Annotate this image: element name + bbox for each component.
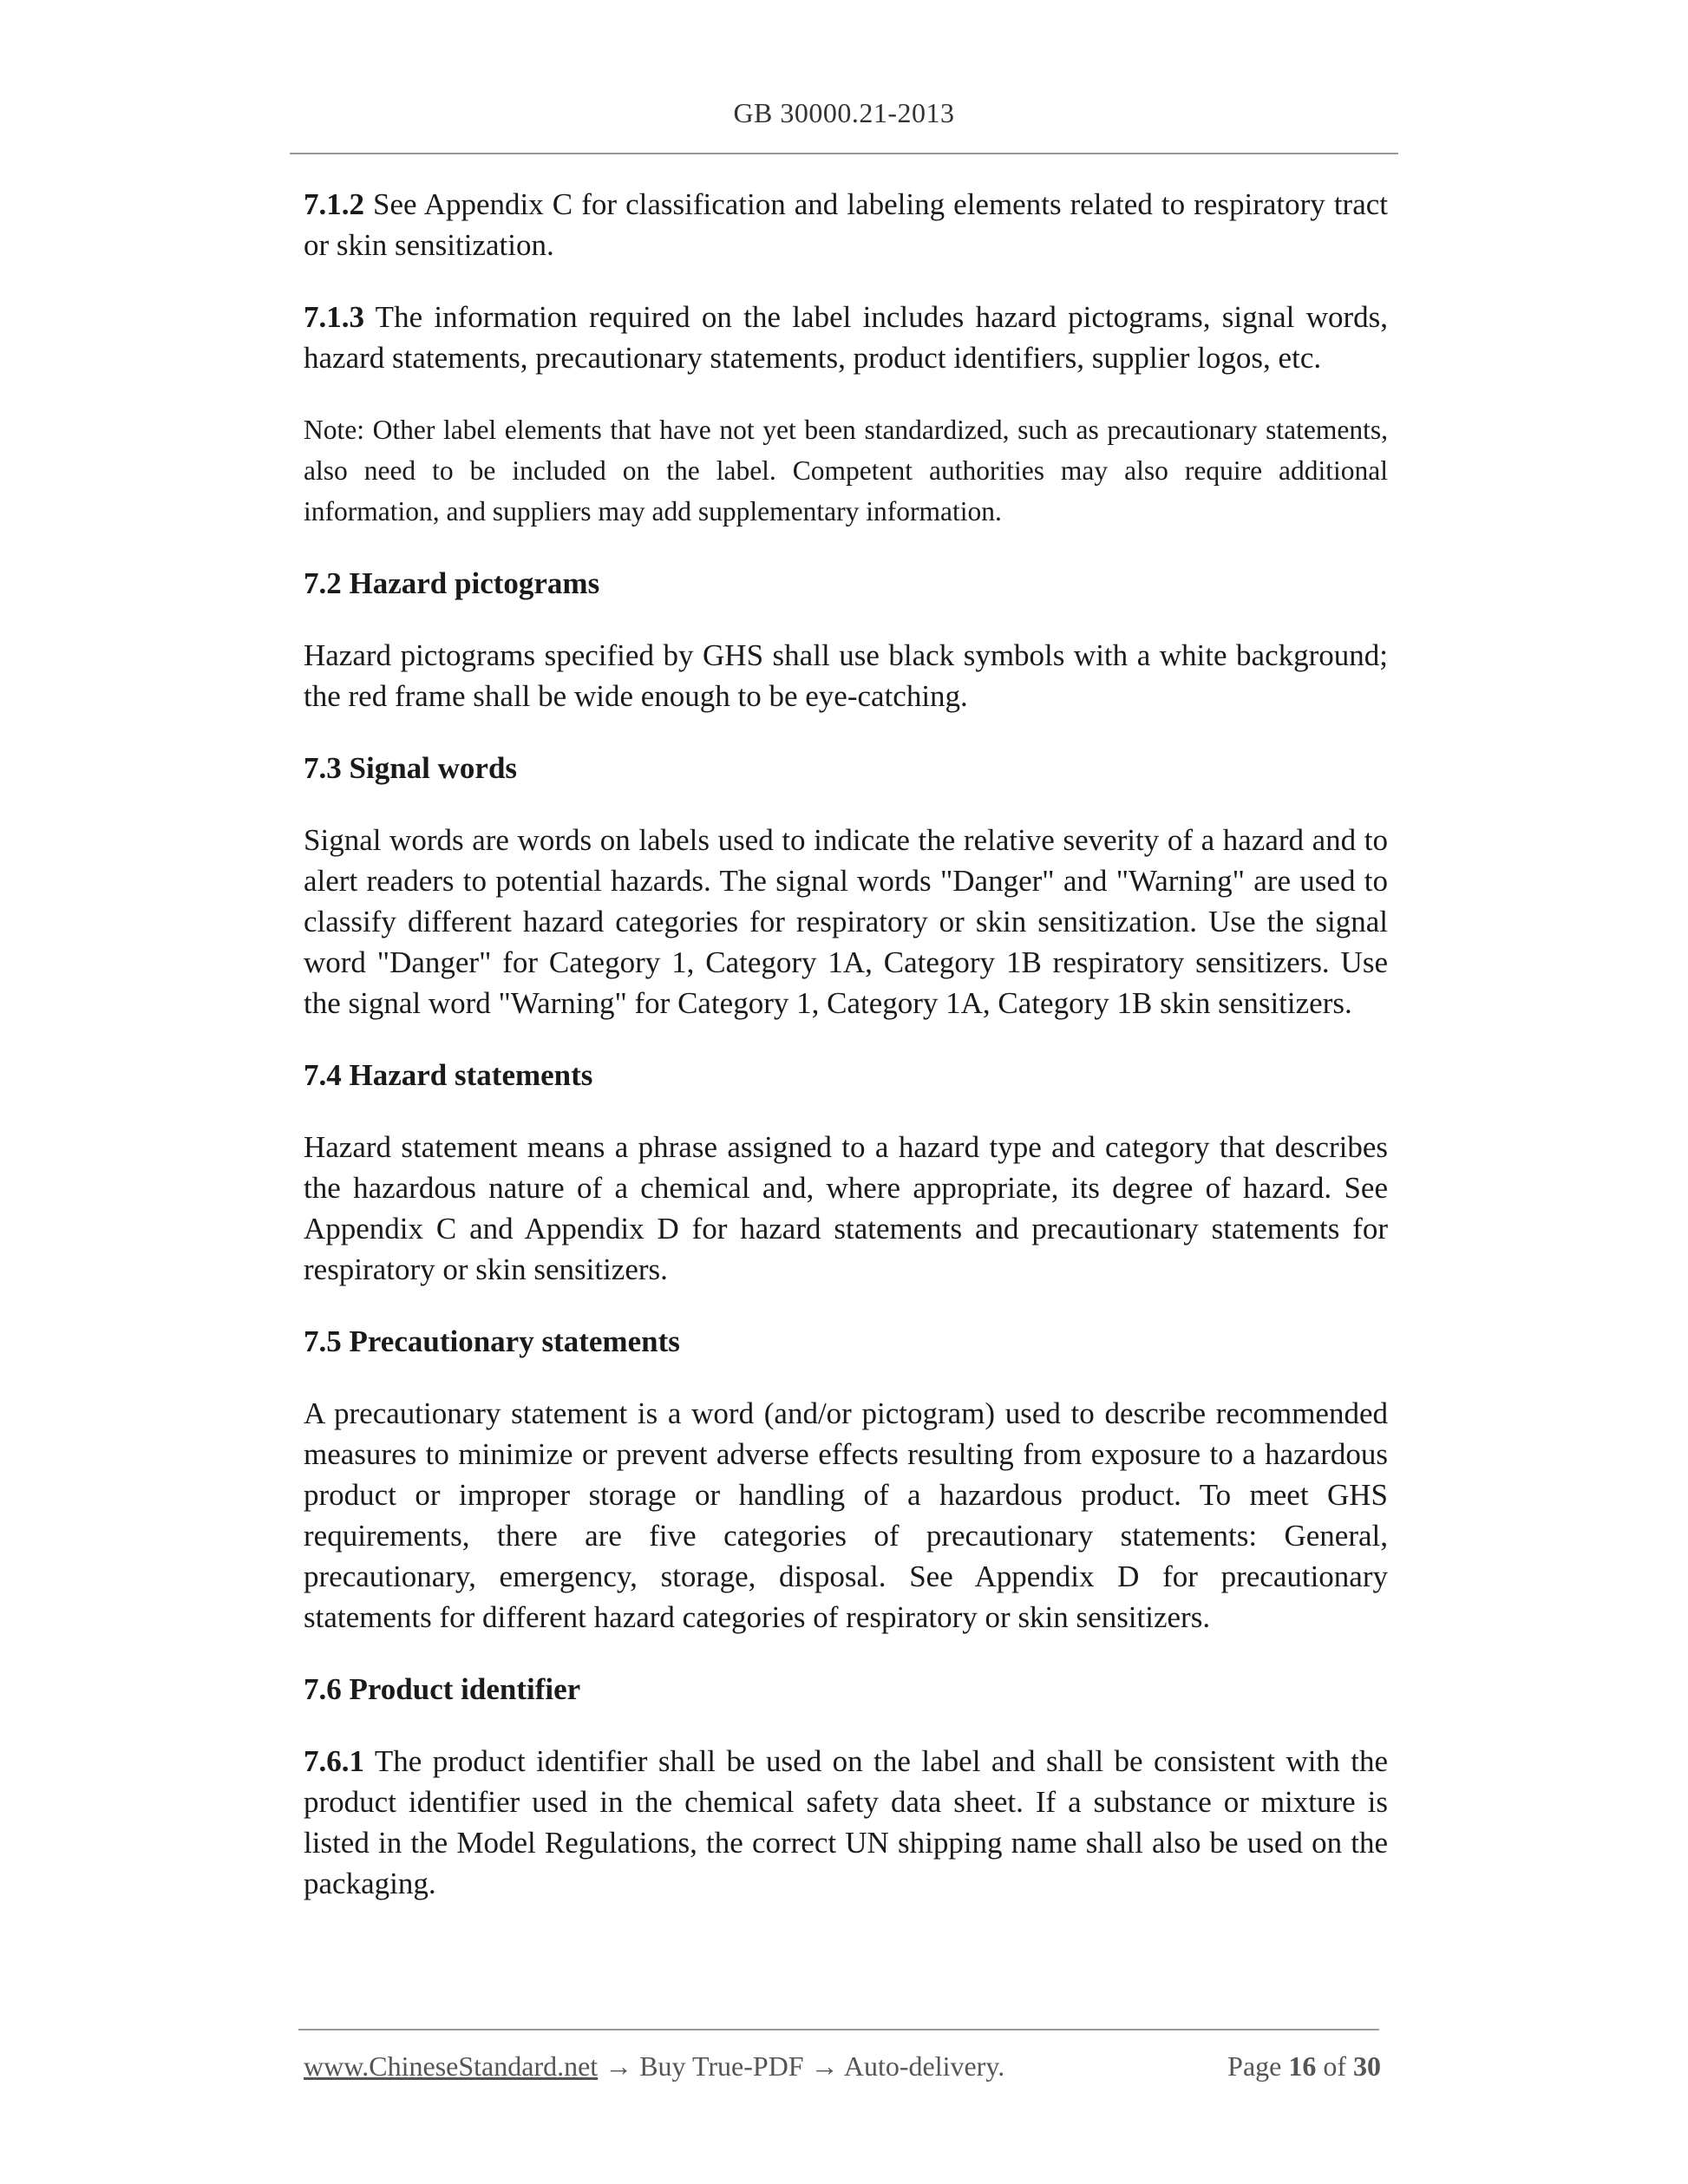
page-indicator [1227,2050,1381,2083]
footer-left [304,2050,1004,2083]
document-header: GB 30000.21-2013 [733,97,955,128]
heading-7-5: 7.5 Precautionary statements [304,1324,680,1358]
page-label: Page [1227,2050,1282,2082]
heading-7-4: 7.4 Hazard statements [304,1058,593,1092]
of-label: of [1323,2050,1346,2082]
paragraph-7-6-1 [304,1741,1388,1904]
website-link[interactable]: www.ChineseStandard.net [304,2050,599,2082]
header-divider [290,153,1398,154]
heading-7-6: 7.6 Product identifier [304,1672,581,1706]
clause-number: 7.6.1 [304,1744,364,1778]
clause-text: The information required on the label includes hazard pictograms, signal words, hazard statements, precautionary statements, product identifiers, supplier logos, etc. [304,300,1388,375]
page-total: 30 [1353,2050,1381,2082]
paragraph-7-2: Hazard pictograms specified by GHS shall use black symbols with a white background; the red frame shall be wide enough to be eye-catching. [304,638,1388,713]
paragraph-7-3: Signal words are words on labels used to indicate the relative severity of a hazard and to alert readers to potential hazards. The signal words "Danger" and "Warning" are used to classify different hazard categories for respiratory or skin sensitization. Use the signal word "Danger" for Category 1, Category 1A, Category 1B respiratory sensitizers. Use the signal word "Warning" for Category 1, Category 1A, Category 1B skin sensitizers. [304,823,1388,1020]
page-footer [304,2050,1381,2083]
clause-number: 7.1.2 [304,187,364,221]
note-paragraph: Note: Other label elements that have not yet been standardized, such as precautionary statements, also need to be included on the label. Competent authorities may also require additional information, and suppliers may add supplementary information. [304,415,1388,526]
clause-text: The product identifier shall be used on the label and shall be consistent with the product identifier used in the chemical safety data sheet. If a substance or mixture is listed in the Model Regulations, the correct UN shipping name shall also be used on the packaging. [304,1744,1388,1900]
paragraph-7-1-2 [304,184,1388,265]
footer-divider [298,2029,1379,2030]
paragraph-7-5: A precautionary statement is a word (and/or pictogram) used to describe recommended measures to minimize or prevent adverse effects resulting from exposure to a hazardous product or improper storage or handling of a hazardous product. To meet GHS requirements, there are five categories of precautionary statements: General, precautionary, emergency, storage, disposal. See Appendix D for precautionary statements for different hazard categories of respiratory or skin sensitizers. [304,1396,1388,1634]
clause-text: See Appendix C for classification and labeling elements related to respiratory tract or skin sensitization. [304,187,1388,262]
footer-tagline: → Buy True-PDF → Auto-delivery. [598,2050,1005,2082]
paragraph-7-4: Hazard statement means a phrase assigned to a hazard type and category that describes the hazardous nature of a chemical and, where appropriate, its degree of hazard. See Appendix C and Appendix D for hazard statements and precautionary statements for respiratory or skin sensitizers. [304,1130,1388,1286]
clause-number: 7.1.3 [304,300,364,334]
heading-7-3: 7.3 Signal words [304,751,518,785]
heading-7-2: 7.2 Hazard pictograms [304,566,600,600]
page-current: 16 [1288,2050,1317,2082]
document-body [304,184,1388,1904]
paragraph-7-1-3 [304,297,1388,378]
